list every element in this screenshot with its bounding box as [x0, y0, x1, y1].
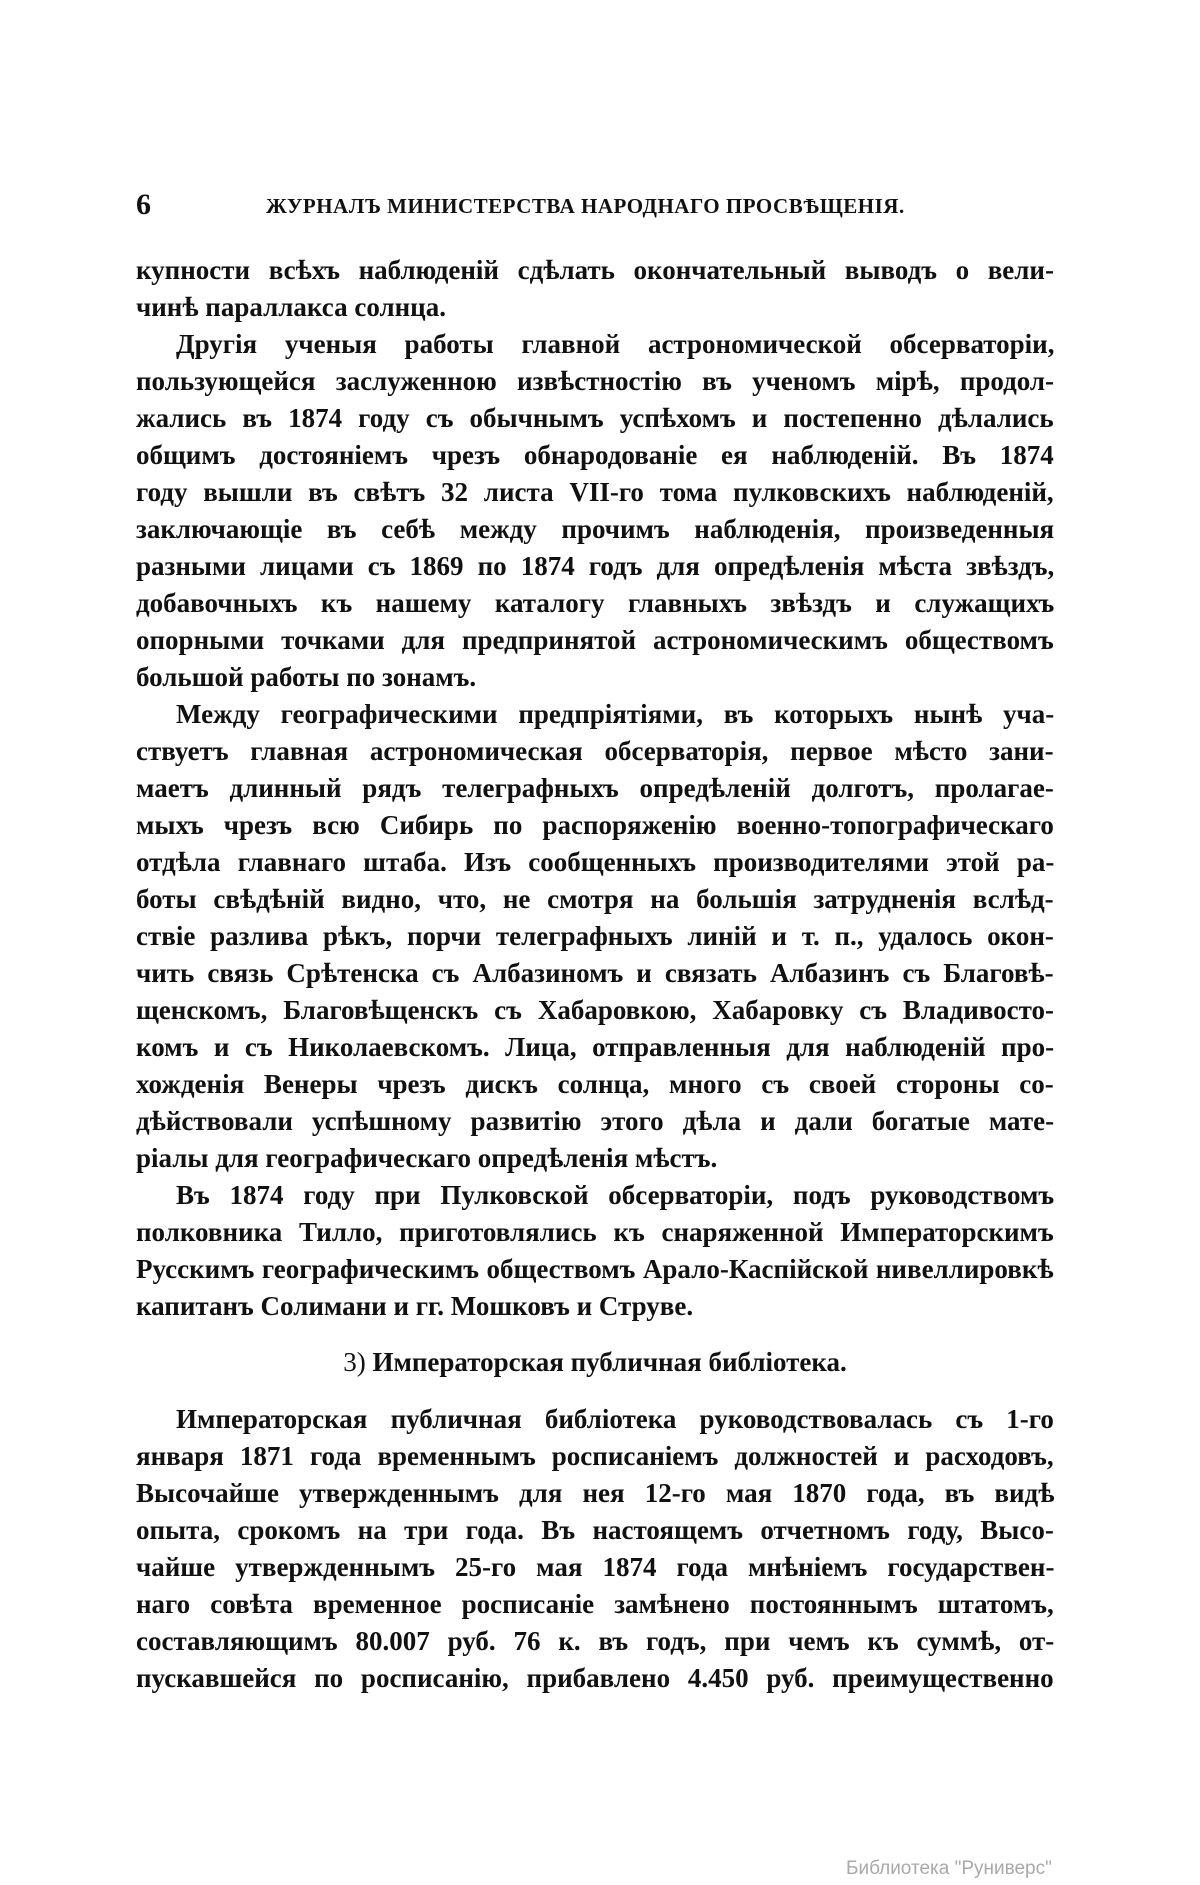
text-block-2 — [136, 1401, 1054, 1697]
text-line-content: добавочныхъ къ нашему каталогу главныхъ звѣздъ и служащихъ — [136, 588, 1055, 618]
section-number: 3) — [343, 1347, 366, 1377]
text-line-content: Въ 1874 году при Пулковской обсерваторіи, подъ руководствомъ — [176, 1180, 1055, 1210]
text-line — [136, 918, 1054, 955]
text-line — [136, 548, 1054, 585]
text-line — [136, 1660, 1054, 1697]
text-line — [136, 1066, 1054, 1103]
text-line-content: наго совѣта временное росписаніе замѣнено постояннымъ штатомъ, — [136, 1589, 1054, 1619]
text-line-content: составляющимъ 80.007 руб. 76 к. въ годъ, при чемъ къ суммѣ, от- — [136, 1626, 1055, 1656]
text-line-content: щенскомъ, Благовѣщенскъ съ Хабаровкою, Хабаровку съ Владивосто- — [136, 995, 1055, 1025]
text-line — [136, 252, 1054, 289]
text-line — [136, 363, 1054, 400]
text-line-content: чайше утвержденнымъ 25-го мая 1874 года мнѣніемъ государствен- — [136, 1552, 1055, 1582]
text-line-content: ствуетъ главная астрономическая обсерваторія, первое мѣсто зани- — [136, 736, 1054, 766]
text-line — [136, 1140, 1054, 1177]
text-line-content: пользующейся заслуженною извѣстностію въ ученомъ мірѣ, продол- — [136, 366, 1055, 396]
text-line-content: опыта, срокомъ на три года. Въ настоящемъ отчетномъ году, Высо- — [136, 1515, 1054, 1545]
text-line-content: чинѣ параллакса солнца. — [136, 292, 446, 322]
text-line-content: году вышли въ свѣтъ 32 листа VII-го тома пулковскихъ наблюденій, — [136, 477, 1054, 507]
text-line — [136, 1586, 1054, 1623]
text-line — [136, 1251, 1054, 1288]
text-line-content: купности всѣхъ наблюденій сдѣлать окончательный выводъ о вели- — [136, 255, 1054, 285]
text-line — [136, 1029, 1054, 1066]
text-line — [136, 289, 1054, 326]
text-line-content: маетъ длинный рядъ телеграфныхъ опредѣленій долготъ, пролагае- — [136, 773, 1054, 803]
text-line-content: большой работы по зонамъ. — [136, 662, 477, 692]
text-line-content: января 1871 года временнымъ росписаніемъ должностей и расходовъ, — [136, 1441, 1054, 1471]
text-line-content: чить связь Срѣтенска съ Албазиномъ и связать Албазинъ съ Благовѣ- — [136, 958, 1054, 988]
text-line — [136, 1288, 1054, 1325]
text-line-content: хожденія Венеры чрезъ дискъ солнца, много съ своей стороны со- — [136, 1069, 1054, 1099]
text-line-content: капитанъ Солимани и гг. Мошковъ и Струве. — [136, 1291, 694, 1321]
text-line-content: ріалы для географическаго опредѣленія мѣстъ. — [136, 1143, 718, 1173]
text-line-content: Другія ученыя работы главной астрономической обсерваторіи, — [176, 329, 1055, 359]
text-line — [136, 1475, 1054, 1512]
text-line-content: дѣйствовали успѣшному развитію этого дѣла и дали богатые мате- — [136, 1106, 1055, 1136]
text-line-content: разными лицами съ 1869 по 1874 годъ для опредѣленія мѣста звѣздъ, — [136, 551, 1055, 581]
text-line — [136, 1103, 1054, 1140]
text-line — [136, 733, 1054, 770]
text-line — [136, 474, 1054, 511]
text-line — [136, 1214, 1054, 1251]
text-line-content: заключающіе въ себѣ между прочимъ наблюденія, произведенныя — [136, 514, 1055, 544]
text-line-content: комъ и съ Николаевскомъ. Лица, отправленныя для наблюденій про- — [136, 1032, 1055, 1062]
page-body — [136, 252, 1054, 1697]
text-line-content: пускавшейся по росписанію, прибавлено 4.450 руб. преимущественно — [136, 1663, 1054, 1693]
text-line-content: мыхъ чрезъ всю Сибирь по распоряженію военно-топографическаго — [136, 810, 1054, 840]
text-line-content: опорными точками для предпринятой астрономическимъ обществомъ — [136, 625, 1054, 655]
text-line — [136, 400, 1054, 437]
text-line-content: Императорская публичная библіотека руководствовалась съ 1-го — [176, 1404, 1054, 1434]
page-number: 6 — [136, 188, 151, 221]
text-line — [136, 659, 1054, 696]
text-line-content: Высочайше утвержденнымъ для нея 12-го мая 1870 года, въ видѣ — [136, 1478, 1055, 1508]
running-header — [136, 188, 1054, 222]
journal-title: ЖУРНАЛЪ МИНИСТЕРСТВА НАРОДНАГО ПРОСВѢЩЕНІЯ. — [266, 194, 905, 218]
text-line — [136, 955, 1054, 992]
text-line — [136, 511, 1054, 548]
text-line — [136, 1177, 1054, 1214]
text-line — [136, 770, 1054, 807]
text-line — [136, 807, 1054, 844]
text-line — [136, 1549, 1054, 1586]
section-title: Императорская публичная библіотека. — [372, 1347, 847, 1377]
text-line — [136, 326, 1054, 363]
text-line-content: Между географическими предпріятіями, въ которыхъ нынѣ уча- — [176, 699, 1055, 729]
text-line — [136, 844, 1054, 881]
text-line-content: общимъ достояніемъ чрезъ обнародованіе ея наблюденій. Въ 1874 — [136, 440, 1054, 470]
text-line-content: боты свѣдѣній видно, что, не смотря на большія затрудненія вслѣд- — [136, 884, 1054, 914]
text-line — [136, 992, 1054, 1029]
watermark: Библиотека "Руниверс" — [846, 1858, 1052, 1879]
text-line-content: жались въ 1874 году съ обычнымъ успѣхомъ и постепенно дѣлались — [136, 403, 1054, 433]
text-line-content: Русскимъ географическимъ обществомъ Арало-Каспійской нивеллировкѣ — [136, 1254, 1054, 1284]
text-block-1 — [136, 252, 1054, 1325]
text-line-content: полковника Тилло, приготовлялись къ снаряженной Императорскимъ — [136, 1217, 1054, 1247]
text-line — [136, 881, 1054, 918]
text-line — [136, 696, 1054, 733]
text-line — [136, 1438, 1054, 1475]
text-line — [136, 1512, 1054, 1549]
text-line — [136, 622, 1054, 659]
text-line-content: ствіе разлива рѣкъ, порчи телеграфныхъ линій и т. п., удалось окон- — [136, 921, 1054, 951]
text-line — [136, 437, 1054, 474]
text-line — [136, 1623, 1054, 1660]
section-heading — [136, 1325, 1054, 1401]
text-line — [136, 585, 1054, 622]
text-line — [136, 1401, 1054, 1438]
text-line-content: отдѣла главнаго штаба. Изъ сообщенныхъ производителями этой ра- — [136, 847, 1055, 877]
